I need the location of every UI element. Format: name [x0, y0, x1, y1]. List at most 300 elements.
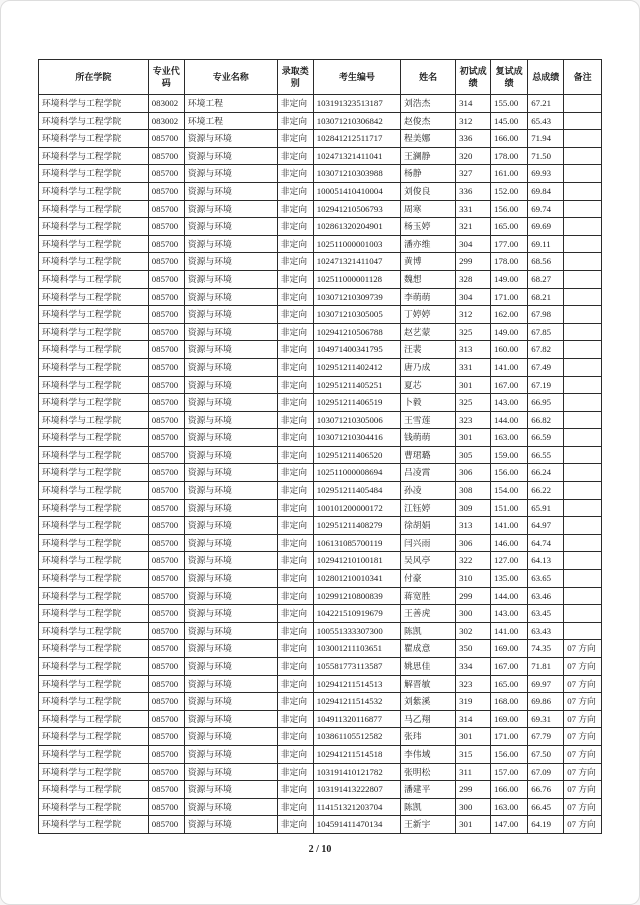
table-cell: 环境科学与工程学院 [39, 446, 149, 464]
table-row [39, 552, 602, 570]
table-cell: 非定向 [277, 130, 313, 148]
table-cell: 157.00 [491, 763, 528, 781]
table-cell: 非定向 [277, 376, 313, 394]
table-cell: 环境工程 [184, 95, 277, 113]
table-cell: 环境科学与工程学院 [39, 798, 149, 816]
table-cell: 资源与环境 [184, 288, 277, 306]
table-cell: 085700 [148, 218, 184, 236]
table-cell: 非定向 [277, 112, 313, 130]
table-cell: 资源与环境 [184, 517, 277, 535]
table-cell: 非定向 [277, 482, 313, 500]
table-cell: 328 [456, 270, 491, 288]
table-cell: 67.09 [528, 763, 564, 781]
table-cell: 64.13 [528, 552, 564, 570]
table-cell: 74.35 [528, 640, 564, 658]
table-row [39, 288, 602, 306]
table-cell: 304 [456, 288, 491, 306]
table-cell [564, 218, 602, 236]
table-cell: 152.00 [491, 182, 528, 200]
table-cell: 周寒 [400, 200, 455, 218]
table-row [39, 816, 602, 834]
table-cell: 71.94 [528, 130, 564, 148]
table-row [39, 482, 602, 500]
table-cell: 资源与环境 [184, 570, 277, 588]
table-cell: 非定向 [277, 816, 313, 834]
table-cell: 陈凯 [400, 798, 455, 816]
table-cell: 66.24 [528, 464, 564, 482]
table-cell: 67.79 [528, 728, 564, 746]
table-cell: 085700 [148, 798, 184, 816]
table-cell: 王澜静 [400, 147, 455, 165]
table-cell: 085700 [148, 323, 184, 341]
table-cell: 102941210506788 [313, 323, 400, 341]
table-cell: 非定向 [277, 499, 313, 517]
table-cell: 149.00 [491, 270, 528, 288]
column-header-initial-score: 初试成绩 [456, 60, 491, 95]
table-cell: 丁婷婷 [400, 306, 455, 324]
table-cell: 085700 [148, 270, 184, 288]
table-cell: 085700 [148, 816, 184, 834]
column-header-remark: 备注 [564, 60, 602, 95]
table-cell: 334 [456, 658, 491, 676]
table-cell: 085700 [148, 745, 184, 763]
table-cell [564, 95, 602, 113]
table-cell: 07 方向 [564, 781, 602, 799]
table-cell [564, 605, 602, 623]
table-cell: 102951211402412 [313, 358, 400, 376]
table-cell: 102951211408279 [313, 517, 400, 535]
table-cell: 301 [456, 728, 491, 746]
table-cell: 331 [456, 200, 491, 218]
table-cell: 102471321411047 [313, 253, 400, 271]
table-cell: 322 [456, 552, 491, 570]
table-cell: 资源与环境 [184, 605, 277, 623]
table-cell: 环境科学与工程学院 [39, 306, 149, 324]
table-cell: 07 方向 [564, 640, 602, 658]
table-cell: 非定向 [277, 288, 313, 306]
table-row [39, 253, 602, 271]
table-cell: 环境科学与工程学院 [39, 728, 149, 746]
table-cell: 085700 [148, 376, 184, 394]
table-cell: 085700 [148, 587, 184, 605]
table-cell: 103071210305005 [313, 306, 400, 324]
table-row [39, 376, 602, 394]
table-cell: 085700 [148, 552, 184, 570]
table-cell: 305 [456, 446, 491, 464]
table-cell: 69.74 [528, 200, 564, 218]
table-cell: 资源与环境 [184, 499, 277, 517]
table-cell: 孙凌 [400, 482, 455, 500]
table-cell: 66.82 [528, 411, 564, 429]
table-cell [564, 323, 602, 341]
table-row [39, 499, 602, 517]
table-cell: 环境科学与工程学院 [39, 288, 149, 306]
table-cell: 102951211405484 [313, 482, 400, 500]
table-row [39, 710, 602, 728]
table-cell: 非定向 [277, 147, 313, 165]
page-number: 2 / 10 [308, 844, 332, 855]
table-cell: 环境科学与工程学院 [39, 235, 149, 253]
table-cell: 306 [456, 464, 491, 482]
table-cell: 非定向 [277, 218, 313, 236]
table-cell: 63.43 [528, 622, 564, 640]
table-row [39, 394, 602, 412]
table-cell: 67.98 [528, 306, 564, 324]
table-cell: 资源与环境 [184, 411, 277, 429]
table-cell: 非定向 [277, 587, 313, 605]
table-cell: 68.56 [528, 253, 564, 271]
table-cell: 306 [456, 534, 491, 552]
table-cell [564, 570, 602, 588]
table-cell: 63.46 [528, 587, 564, 605]
table-cell: 299 [456, 253, 491, 271]
table-cell: 085700 [148, 341, 184, 359]
table-cell: 66.22 [528, 482, 564, 500]
table-cell: 刘浩杰 [400, 95, 455, 113]
table-cell: 66.59 [528, 429, 564, 447]
table-cell: 非定向 [277, 411, 313, 429]
table-cell: 环境科学与工程学院 [39, 358, 149, 376]
table-cell: 非定向 [277, 253, 313, 271]
table-cell: 非定向 [277, 235, 313, 253]
table-cell: 环境科学与工程学院 [39, 464, 149, 482]
table-cell: 李伟域 [400, 745, 455, 763]
table-cell: 102471321411041 [313, 147, 400, 165]
table-cell: 331 [456, 358, 491, 376]
table-cell: 085700 [148, 482, 184, 500]
admission-results-table [38, 59, 602, 834]
table-cell: 085700 [148, 781, 184, 799]
table-cell: 085700 [148, 693, 184, 711]
table-cell: 103191413222807 [313, 781, 400, 799]
table-cell [564, 534, 602, 552]
table-row [39, 781, 602, 799]
table-cell: 69.97 [528, 675, 564, 693]
table-cell: 325 [456, 323, 491, 341]
table-cell: 64.74 [528, 534, 564, 552]
table-cell: 钱萌萌 [400, 429, 455, 447]
table-cell: 唐乃成 [400, 358, 455, 376]
table-cell: 085700 [148, 130, 184, 148]
table-row [39, 130, 602, 148]
table-cell: 资源与环境 [184, 253, 277, 271]
table-cell: 147.00 [491, 816, 528, 834]
table-cell: 085700 [148, 358, 184, 376]
table-cell: 085700 [148, 605, 184, 623]
table-cell: 71.81 [528, 658, 564, 676]
table-cell: 166.00 [491, 781, 528, 799]
table-cell: 102941210100181 [313, 552, 400, 570]
table-cell: 环境科学与工程学院 [39, 394, 149, 412]
table-row [39, 745, 602, 763]
table-row [39, 182, 602, 200]
table-cell: 非定向 [277, 446, 313, 464]
table-cell: 156.00 [491, 464, 528, 482]
column-header-name: 姓名 [400, 60, 455, 95]
table-cell [564, 270, 602, 288]
table-cell: 100101200000172 [313, 499, 400, 517]
table-cell: 资源与环境 [184, 341, 277, 359]
table-cell: 085700 [148, 763, 184, 781]
table-cell: 非定向 [277, 182, 313, 200]
table-cell: 资源与环境 [184, 235, 277, 253]
table-cell: 卜毅 [400, 394, 455, 412]
table-header [39, 60, 602, 95]
table-cell: 资源与环境 [184, 728, 277, 746]
table-cell: 65.43 [528, 112, 564, 130]
table-cell: 336 [456, 130, 491, 148]
table-header-row [39, 60, 602, 95]
table-cell: 资源与环境 [184, 763, 277, 781]
table-cell: 69.31 [528, 710, 564, 728]
table-cell: 315 [456, 745, 491, 763]
table-cell: 资源与环境 [184, 710, 277, 728]
table-cell: 非定向 [277, 270, 313, 288]
column-header-major-code: 专业代码 [148, 60, 184, 95]
table-cell: 68.21 [528, 288, 564, 306]
table-cell: 160.00 [491, 341, 528, 359]
table-row [39, 693, 602, 711]
table-row [39, 587, 602, 605]
table-cell [564, 235, 602, 253]
table-cell: 156.00 [491, 745, 528, 763]
table-cell: 163.00 [491, 798, 528, 816]
table-cell: 143.00 [491, 394, 528, 412]
table-cell: 63.65 [528, 570, 564, 588]
table-cell: 146.00 [491, 534, 528, 552]
table-cell: 资源与环境 [184, 552, 277, 570]
table-cell: 资源与环境 [184, 270, 277, 288]
table-row [39, 517, 602, 535]
table-cell [564, 376, 602, 394]
table-cell: 161.00 [491, 165, 528, 183]
table-cell: 085700 [148, 622, 184, 640]
table-cell: 资源与环境 [184, 781, 277, 799]
table-cell: 资源与环境 [184, 482, 277, 500]
table-cell: 167.00 [491, 658, 528, 676]
column-header-candidate-number: 考生编号 [313, 60, 400, 95]
table-cell: 178.00 [491, 253, 528, 271]
table-cell: 102801210010341 [313, 570, 400, 588]
table-row [39, 798, 602, 816]
table-cell: 环境科学与工程学院 [39, 95, 149, 113]
table-cell: 162.00 [491, 306, 528, 324]
table-cell: 环境科学与工程学院 [39, 640, 149, 658]
table-cell: 李萌萌 [400, 288, 455, 306]
table-cell [564, 147, 602, 165]
table-row [39, 200, 602, 218]
table-cell: 陈凯 [400, 622, 455, 640]
table-cell: 085700 [148, 534, 184, 552]
table-cell: 环境科学与工程学院 [39, 534, 149, 552]
table-cell: 083002 [148, 112, 184, 130]
table-cell: 69.69 [528, 218, 564, 236]
table-cell: 环境科学与工程学院 [39, 341, 149, 359]
table-cell: 154.00 [491, 482, 528, 500]
table-cell: 301 [456, 376, 491, 394]
table-row [39, 112, 602, 130]
table-cell [564, 552, 602, 570]
table-cell: 102941211514513 [313, 675, 400, 693]
table-cell [564, 130, 602, 148]
table-cell: 07 方向 [564, 728, 602, 746]
table-cell [564, 112, 602, 130]
table-cell: 姚思佳 [400, 658, 455, 676]
table-cell: 资源与环境 [184, 658, 277, 676]
table-cell: 102841212511717 [313, 130, 400, 148]
table-cell: 江钰婷 [400, 499, 455, 517]
table-cell: 非定向 [277, 394, 313, 412]
table-cell: 350 [456, 640, 491, 658]
table-cell: 07 方向 [564, 745, 602, 763]
table-cell: 非定向 [277, 323, 313, 341]
table-cell: 127.00 [491, 552, 528, 570]
table-cell: 67.49 [528, 358, 564, 376]
table-row [39, 534, 602, 552]
table-cell: 潘建平 [400, 781, 455, 799]
table-cell: 313 [456, 517, 491, 535]
table-cell: 314 [456, 710, 491, 728]
table-cell: 07 方向 [564, 675, 602, 693]
table-cell: 336 [456, 182, 491, 200]
table-cell: 69.86 [528, 693, 564, 711]
table-cell: 资源与环境 [184, 587, 277, 605]
table-cell: 085700 [148, 675, 184, 693]
table-cell: 非定向 [277, 534, 313, 552]
table-cell: 63.45 [528, 605, 564, 623]
table-cell: 106131085700119 [313, 534, 400, 552]
table-cell: 资源与环境 [184, 622, 277, 640]
table-cell: 67.19 [528, 376, 564, 394]
table-cell: 71.50 [528, 147, 564, 165]
table-cell: 非定向 [277, 464, 313, 482]
table-cell: 吴风亭 [400, 552, 455, 570]
table-cell [564, 482, 602, 500]
table-cell: 资源与环境 [184, 182, 277, 200]
table-cell: 环境科学与工程学院 [39, 182, 149, 200]
table-cell: 资源与环境 [184, 165, 277, 183]
table-cell: 刘俊良 [400, 182, 455, 200]
table-cell: 环境科学与工程学院 [39, 552, 149, 570]
column-header-major-name: 专业名称 [184, 60, 277, 95]
table-cell: 07 方向 [564, 710, 602, 728]
table-cell: 吕凌霄 [400, 464, 455, 482]
table-row [39, 658, 602, 676]
table-cell: 103001211103651 [313, 640, 400, 658]
table-cell: 赵俊杰 [400, 112, 455, 130]
table-cell: 环境科学与工程学院 [39, 622, 149, 640]
table-cell: 环境科学与工程学院 [39, 570, 149, 588]
table-cell: 313 [456, 341, 491, 359]
table-cell: 66.45 [528, 798, 564, 816]
table-cell: 非定向 [277, 693, 313, 711]
table-cell: 171.00 [491, 728, 528, 746]
table-cell: 非定向 [277, 95, 313, 113]
table-cell: 167.00 [491, 376, 528, 394]
table-cell: 103071210304416 [313, 429, 400, 447]
table-cell: 159.00 [491, 446, 528, 464]
table-cell: 环境科学与工程学院 [39, 781, 149, 799]
table-cell [564, 182, 602, 200]
table-cell: 环境科学与工程学院 [39, 658, 149, 676]
table-cell: 环境科学与工程学院 [39, 675, 149, 693]
table-cell: 杨静 [400, 165, 455, 183]
column-header-college: 所在学院 [39, 60, 149, 95]
table-cell: 王善虎 [400, 605, 455, 623]
table-cell: 环境科学与工程学院 [39, 323, 149, 341]
table-cell: 资源与环境 [184, 640, 277, 658]
table-cell: 王新宇 [400, 816, 455, 834]
table-cell: 66.55 [528, 446, 564, 464]
table-cell: 103071210303988 [313, 165, 400, 183]
table-cell: 69.93 [528, 165, 564, 183]
table-cell: 085700 [148, 306, 184, 324]
table-cell [564, 517, 602, 535]
table-cell: 314 [456, 95, 491, 113]
table-cell: 321 [456, 218, 491, 236]
table-row [39, 323, 602, 341]
table-cell: 312 [456, 112, 491, 130]
table-cell: 资源与环境 [184, 306, 277, 324]
table-cell: 非定向 [277, 200, 313, 218]
table-cell: 付豪 [400, 570, 455, 588]
table-row [39, 640, 602, 658]
table-cell: 085700 [148, 710, 184, 728]
table-cell: 资源与环境 [184, 376, 277, 394]
table-cell: 闫兴雨 [400, 534, 455, 552]
table-cell: 非定向 [277, 358, 313, 376]
table-cell: 非定向 [277, 605, 313, 623]
table-cell [564, 446, 602, 464]
table-cell: 非定向 [277, 165, 313, 183]
table-cell: 320 [456, 147, 491, 165]
table-cell: 汪裴 [400, 341, 455, 359]
table-cell: 310 [456, 570, 491, 588]
table-cell: 魏想 [400, 270, 455, 288]
table-cell: 69.11 [528, 235, 564, 253]
table-cell: 103861105512582 [313, 728, 400, 746]
table-row [39, 341, 602, 359]
table-cell: 085700 [148, 640, 184, 658]
table-cell [564, 622, 602, 640]
table-cell: 105581773113587 [313, 658, 400, 676]
table-cell: 环境科学与工程学院 [39, 517, 149, 535]
table-cell: 环境科学与工程学院 [39, 816, 149, 834]
table-cell: 曹珺璐 [400, 446, 455, 464]
table-cell: 环境科学与工程学院 [39, 710, 149, 728]
table-cell: 100051410410004 [313, 182, 400, 200]
table-cell: 085700 [148, 182, 184, 200]
table-cell: 327 [456, 165, 491, 183]
table-cell: 蒋宽胜 [400, 587, 455, 605]
table-cell: 085700 [148, 165, 184, 183]
table-cell: 67.50 [528, 745, 564, 763]
table-cell: 赵艺蒙 [400, 323, 455, 341]
table-cell [564, 358, 602, 376]
table-cell: 085700 [148, 446, 184, 464]
table-cell: 165.00 [491, 675, 528, 693]
table-cell: 171.00 [491, 288, 528, 306]
table-row [39, 235, 602, 253]
table-cell: 环境科学与工程学院 [39, 411, 149, 429]
table-cell: 177.00 [491, 235, 528, 253]
table-cell: 资源与环境 [184, 464, 277, 482]
table-cell: 环境科学与工程学院 [39, 218, 149, 236]
table-cell [564, 587, 602, 605]
table-cell: 07 方向 [564, 693, 602, 711]
table-cell: 301 [456, 816, 491, 834]
table-cell: 299 [456, 781, 491, 799]
